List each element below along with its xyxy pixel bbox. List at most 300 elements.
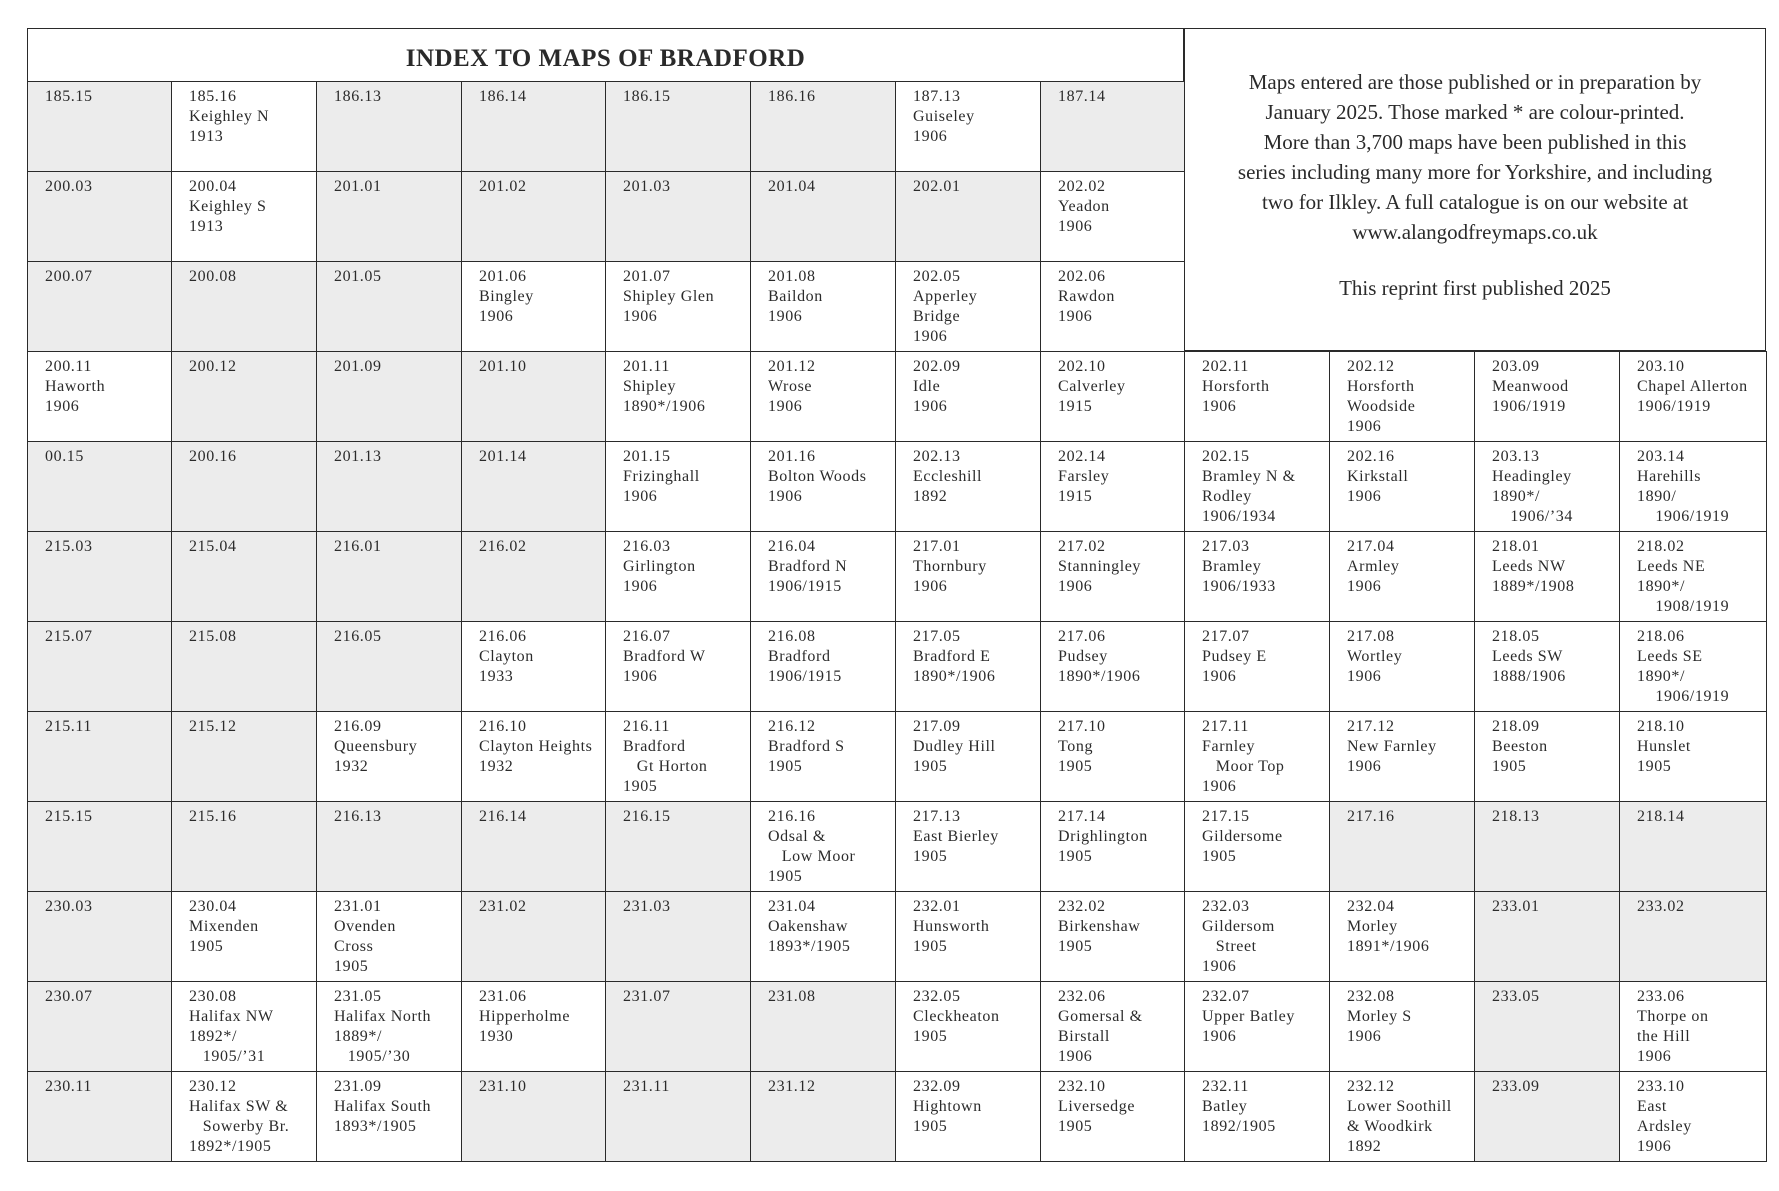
sheet-number: 201.05 xyxy=(334,268,382,285)
sheet-detail: Bingley xyxy=(479,288,534,305)
sheet-detail: Cross xyxy=(334,938,374,955)
map-sheet-cell xyxy=(27,171,172,262)
map-sheet-cell xyxy=(1619,1071,1767,1162)
sheet-detail: Keighley S xyxy=(189,198,267,215)
sheet-number: 200.16 xyxy=(189,448,237,465)
sheet-detail: Ardsley xyxy=(1637,1118,1692,1135)
sheet-number: 232.07 xyxy=(1202,988,1250,1005)
sheet-number: 215.04 xyxy=(189,538,237,555)
map-sheet-cell xyxy=(1474,711,1620,802)
sheet-detail: 1913 xyxy=(189,218,224,235)
sheet-detail: Hunslet xyxy=(1637,738,1691,755)
sheet-number: 201.09 xyxy=(334,358,382,375)
sheet-detail: 1906 xyxy=(1202,398,1237,415)
sheet-detail: Drighlington xyxy=(1058,828,1148,845)
page-title: INDEX TO MAPS OF BRADFORD xyxy=(405,45,806,72)
title-box xyxy=(27,28,1184,81)
sheet-detail: Bradford E xyxy=(913,648,991,665)
map-sheet-cell xyxy=(1040,171,1185,262)
sheet-detail: 1890*/ xyxy=(1637,668,1686,685)
sheet-detail: 1906 xyxy=(623,578,658,595)
sheet-detail: Farnley xyxy=(1202,738,1256,755)
sheet-number: 202.14 xyxy=(1058,448,1106,465)
sheet-number: 201.15 xyxy=(623,448,671,465)
sheet-detail: 1905 xyxy=(1058,848,1093,865)
map-sheet-cell xyxy=(461,351,606,442)
sheet-number: 233.05 xyxy=(1492,988,1540,1005)
sheet-detail: Wrose xyxy=(768,378,813,395)
sheet-number: 200.08 xyxy=(189,268,237,285)
sheet-detail: Upper Batley xyxy=(1202,1008,1295,1025)
sheet-detail: 1890*/ xyxy=(1492,488,1541,505)
sheet-number: 216.10 xyxy=(479,718,527,735)
info-line: two for Ilkley. A full catalogue is on our website at xyxy=(1261,190,1689,214)
sheet-detail: Calverley xyxy=(1058,378,1126,395)
map-sheet-cell xyxy=(1040,891,1185,982)
map-sheet-cell xyxy=(895,261,1041,352)
sheet-number: 186.13 xyxy=(334,88,382,105)
sheet-detail: Leeds NW xyxy=(1492,558,1566,575)
sheet-number: 202.16 xyxy=(1347,448,1395,465)
sheet-detail: Bridge xyxy=(913,308,961,325)
sheet-detail: 1906 xyxy=(1347,1028,1382,1045)
map-sheet-cell xyxy=(1040,711,1185,802)
sheet-number: 218.14 xyxy=(1637,808,1685,825)
sheet-number: 217.10 xyxy=(1058,718,1106,735)
map-sheet-cell xyxy=(316,81,462,172)
sheet-detail: 1906 xyxy=(768,488,803,505)
sheet-number: 203.10 xyxy=(1637,358,1685,375)
sheet-detail: 1906 xyxy=(1202,1028,1237,1045)
sheet-detail: Queensbury xyxy=(334,738,418,755)
sheet-detail: 1906 xyxy=(1347,668,1382,685)
info-box xyxy=(1184,28,1766,351)
sheet-detail: Hightown xyxy=(913,1098,982,1115)
sheet-detail: 1906 xyxy=(913,578,948,595)
map-sheet-cell xyxy=(1474,351,1620,442)
sheet-detail: 1905 xyxy=(913,758,948,775)
sheet-number: 231.09 xyxy=(334,1078,382,1095)
sheet-number: 232.06 xyxy=(1058,988,1106,1005)
map-sheet-cell xyxy=(1474,441,1620,532)
sheet-detail: 1906 xyxy=(913,398,948,415)
sheet-detail: Girlington xyxy=(623,558,696,575)
sheet-detail: Birstall xyxy=(1058,1028,1110,1045)
map-sheet-cell xyxy=(1474,801,1620,892)
sheet-number: 202.05 xyxy=(913,268,961,285)
sheet-detail: Odsal & xyxy=(768,828,826,845)
map-sheet-cell xyxy=(1040,441,1185,532)
sheet-number: 231.11 xyxy=(623,1078,671,1095)
sheet-detail: 1906 xyxy=(623,488,658,505)
sheet-number: 218.05 xyxy=(1492,628,1540,645)
map-sheet-cell xyxy=(27,441,172,532)
sheet-detail: 1889*/1908 xyxy=(1492,578,1575,595)
sheet-number: 230.12 xyxy=(189,1078,237,1095)
map-sheet-cell xyxy=(750,711,896,802)
sheet-detail: 1892*/1905 xyxy=(189,1138,272,1155)
sheet-number: 233.10 xyxy=(1637,1078,1685,1095)
sheet-detail: 1905 xyxy=(1202,848,1237,865)
sheet-detail: Sowerby Br. xyxy=(189,1118,290,1135)
map-sheet-cell xyxy=(1619,981,1767,1072)
sheet-number: 233.09 xyxy=(1492,1078,1540,1095)
sheet-detail: 1906/1915 xyxy=(768,668,842,685)
sheet-number: 201.04 xyxy=(768,178,816,195)
map-sheet-cell xyxy=(171,351,317,442)
map-sheet-cell xyxy=(316,171,462,262)
sheet-number: 217.16 xyxy=(1347,808,1395,825)
map-sheet-cell xyxy=(1619,531,1767,622)
sheet-detail: 1915 xyxy=(1058,488,1093,505)
sheet-detail: 1889*/ xyxy=(334,1028,383,1045)
sheet-detail: Halifax North xyxy=(334,1008,432,1025)
map-sheet-cell xyxy=(1474,891,1620,982)
sheet-number: 232.02 xyxy=(1058,898,1106,915)
sheet-detail: Clayton xyxy=(479,648,534,665)
sheet-detail: Baildon xyxy=(768,288,823,305)
map-sheet-cell xyxy=(171,1071,317,1162)
map-sheet-cell xyxy=(27,711,172,802)
map-sheet-cell xyxy=(1619,441,1767,532)
map-sheet-cell xyxy=(316,441,462,532)
map-sheet-cell xyxy=(895,981,1041,1072)
sheet-number: 215.15 xyxy=(45,808,93,825)
sheet-number: 217.08 xyxy=(1347,628,1395,645)
map-sheet-cell xyxy=(895,441,1041,532)
sheet-detail: Armley xyxy=(1347,558,1400,575)
sheet-detail: 1905 xyxy=(768,758,803,775)
map-sheet-cell xyxy=(171,711,317,802)
map-sheet-cell xyxy=(171,981,317,1072)
sheet-detail: Hipperholme xyxy=(479,1008,571,1025)
sheet-number: 200.04 xyxy=(189,178,237,195)
sheet-number: 216.09 xyxy=(334,718,382,735)
sheet-detail: Street xyxy=(1202,938,1257,955)
map-sheet-cell xyxy=(316,261,462,352)
sheet-detail: 1905 xyxy=(913,848,948,865)
map-sheet-cell xyxy=(1184,801,1330,892)
sheet-detail: Liversedge xyxy=(1058,1098,1136,1115)
sheet-detail: Bradford S xyxy=(768,738,845,755)
map-sheet-cell xyxy=(316,621,462,712)
sheet-detail: Horsforth xyxy=(1347,378,1415,395)
map-sheet-cell xyxy=(1184,981,1330,1072)
sheet-number: 201.06 xyxy=(479,268,527,285)
sheet-detail: 1905 xyxy=(913,1118,948,1135)
sheet-number: 217.04 xyxy=(1347,538,1395,555)
sheet-number: 232.09 xyxy=(913,1078,961,1095)
sheet-detail: 1906 xyxy=(1347,488,1382,505)
sheet-number: 202.10 xyxy=(1058,358,1106,375)
sheet-number: 217.02 xyxy=(1058,538,1106,555)
sheet-detail: 1906/1919 xyxy=(1492,398,1566,415)
map-sheet-cell xyxy=(1619,801,1767,892)
sheet-number: 202.11 xyxy=(1202,358,1250,375)
sheet-detail: 1905 xyxy=(623,778,658,795)
map-sheet-cell xyxy=(605,801,751,892)
sheet-detail: Harehills xyxy=(1637,468,1702,485)
sheet-detail: 1905 xyxy=(913,938,948,955)
sheet-number: 00.15 xyxy=(45,448,84,465)
sheet-detail: Gildersom xyxy=(1202,918,1275,935)
sheet-detail: 1905 xyxy=(1637,758,1672,775)
map-sheet-cell xyxy=(27,531,172,622)
sheet-detail: 1906 xyxy=(623,308,658,325)
info-line: series including many more for Yorkshire, and including xyxy=(1237,160,1713,184)
sheet-detail: Leeds SW xyxy=(1492,648,1564,665)
sheet-number: 216.11 xyxy=(623,718,671,735)
sheet-detail: 1905 xyxy=(1058,1118,1093,1135)
map-sheet-cell xyxy=(1474,531,1620,622)
map-sheet-cell xyxy=(750,261,896,352)
map-sheet-cell xyxy=(316,711,462,802)
sheet-number: 215.08 xyxy=(189,628,237,645)
map-sheet-cell xyxy=(171,81,317,172)
sheet-number: 201.10 xyxy=(479,358,527,375)
map-sheet-cell xyxy=(1329,801,1475,892)
sheet-detail: 1892 xyxy=(1347,1138,1382,1155)
sheet-number: 232.08 xyxy=(1347,988,1395,1005)
map-sheet-cell xyxy=(895,621,1041,712)
sheet-number: 215.03 xyxy=(45,538,93,555)
sheet-detail: 1906 xyxy=(1637,1048,1672,1065)
sheet-number: 217.11 xyxy=(1202,718,1250,735)
map-sheet-cell xyxy=(171,891,317,982)
map-sheet-cell xyxy=(171,531,317,622)
sheet-number: 233.02 xyxy=(1637,898,1685,915)
sheet-number: 233.01 xyxy=(1492,898,1540,915)
sheet-number: 216.01 xyxy=(334,538,382,555)
sheet-detail: 1906 xyxy=(1347,578,1382,595)
map-sheet-cell xyxy=(895,351,1041,442)
map-sheet-cell xyxy=(750,891,896,982)
map-sheet-cell xyxy=(895,1071,1041,1162)
map-sheet-cell xyxy=(27,261,172,352)
sheet-detail: Lower Soothill xyxy=(1347,1098,1452,1115)
sheet-detail: 1908/1919 xyxy=(1637,598,1730,615)
map-sheet-cell xyxy=(27,801,172,892)
map-sheet-cell xyxy=(316,981,462,1072)
sheet-detail: Keighley N xyxy=(189,108,270,125)
map-sheet-cell xyxy=(27,81,172,172)
sheet-number: 201.11 xyxy=(623,358,671,375)
sheet-number: 200.03 xyxy=(45,178,93,195)
sheet-number: 230.07 xyxy=(45,988,93,1005)
sheet-number: 201.02 xyxy=(479,178,527,195)
sheet-number: 201.12 xyxy=(768,358,816,375)
sheet-detail: 1905 xyxy=(1492,758,1527,775)
sheet-detail: 1906 xyxy=(768,308,803,325)
sheet-number: 230.04 xyxy=(189,898,237,915)
sheet-detail: Bramley N & xyxy=(1202,468,1296,485)
map-sheet-cell xyxy=(605,171,751,262)
sheet-number: 231.02 xyxy=(479,898,527,915)
sheet-number: 203.14 xyxy=(1637,448,1685,465)
map-sheet-cell xyxy=(1329,891,1475,982)
sheet-number: 200.07 xyxy=(45,268,93,285)
sheet-number: 187.13 xyxy=(913,88,961,105)
sheet-detail: Bradford W xyxy=(623,648,706,665)
map-sheet-cell xyxy=(750,351,896,442)
sheet-detail: Ovenden xyxy=(334,918,396,935)
map-sheet-cell xyxy=(316,351,462,442)
sheet-number: 200.11 xyxy=(45,358,93,375)
sheet-detail: Mixenden xyxy=(189,918,259,935)
map-sheet-cell xyxy=(1619,351,1767,442)
map-sheet-cell xyxy=(1329,1071,1475,1162)
map-sheet-cell xyxy=(1329,441,1475,532)
sheet-detail: Chapel Allerton xyxy=(1637,378,1748,395)
sheet-number: 231.04 xyxy=(768,898,816,915)
sheet-detail: 1905 xyxy=(913,1028,948,1045)
sheet-detail: 1906 xyxy=(1058,1048,1093,1065)
map-sheet-cell xyxy=(316,891,462,982)
map-sheet-cell xyxy=(605,531,751,622)
map-sheet-cell xyxy=(27,981,172,1072)
map-sheet-cell xyxy=(750,531,896,622)
sheet-detail: 1906 xyxy=(1347,418,1382,435)
sheet-number: 230.08 xyxy=(189,988,237,1005)
sheet-detail: Halifax South xyxy=(334,1098,432,1115)
map-sheet-cell xyxy=(1040,531,1185,622)
sheet-number: 202.09 xyxy=(913,358,961,375)
sheet-detail: Shipley Glen xyxy=(623,288,715,305)
sheet-detail: Pudsey xyxy=(1058,648,1108,665)
sheet-detail: 1906 xyxy=(1058,578,1093,595)
map-sheet-cell xyxy=(1474,981,1620,1072)
sheet-detail: Gt Horton xyxy=(623,758,708,775)
sheet-number: 216.15 xyxy=(623,808,671,825)
sheet-number: 216.03 xyxy=(623,538,671,555)
sheet-detail: Cleckheaton xyxy=(913,1008,1000,1025)
sheet-number: 201.03 xyxy=(623,178,671,195)
map-sheet-cell xyxy=(1040,351,1185,442)
info-line: Maps entered are those published or in preparation by xyxy=(1248,70,1702,94)
map-sheet-cell xyxy=(1184,531,1330,622)
sheet-detail: Rodley xyxy=(1202,488,1252,505)
map-sheet-cell xyxy=(605,621,751,712)
sheet-detail: 1906 xyxy=(1058,308,1093,325)
sheet-detail: 1906 xyxy=(1202,668,1237,685)
sheet-number: 201.16 xyxy=(768,448,816,465)
sheet-number: 186.15 xyxy=(623,88,671,105)
sheet-number: 185.15 xyxy=(45,88,93,105)
sheet-number: 217.05 xyxy=(913,628,961,645)
map-sheet-cell xyxy=(1329,351,1475,442)
sheet-detail: 1906/1934 xyxy=(1202,508,1276,525)
sheet-number: 186.14 xyxy=(479,88,527,105)
sheet-detail: Oakenshaw xyxy=(768,918,849,935)
map-sheet-cell xyxy=(27,351,172,442)
sheet-detail: 1905 xyxy=(768,868,803,885)
sheet-detail: Bradford xyxy=(623,738,686,755)
map-sheet-cell xyxy=(605,81,751,172)
sheet-detail: 1932 xyxy=(479,758,514,775)
sheet-number: 202.02 xyxy=(1058,178,1106,195)
map-sheet-cell xyxy=(1619,621,1767,712)
sheet-number: 217.12 xyxy=(1347,718,1395,735)
sheet-number: 216.07 xyxy=(623,628,671,645)
sheet-detail: 1890/ xyxy=(1637,488,1677,505)
sheet-number: 201.14 xyxy=(479,448,527,465)
map-sheet-cell xyxy=(1040,801,1185,892)
sheet-number: 232.12 xyxy=(1347,1078,1395,1095)
sheet-number: 231.12 xyxy=(768,1078,816,1095)
sheet-detail: 1906 xyxy=(1637,1138,1672,1155)
map-sheet-cell xyxy=(461,1071,606,1162)
sheet-detail: 1906/1915 xyxy=(768,578,842,595)
sheet-detail: 1933 xyxy=(479,668,514,685)
sheet-number: 218.06 xyxy=(1637,628,1685,645)
sheet-number: 232.01 xyxy=(913,898,961,915)
sheet-detail: Morley S xyxy=(1347,1008,1412,1025)
sheet-number: 217.09 xyxy=(913,718,961,735)
sheet-detail: Apperley xyxy=(913,288,978,305)
map-sheet-cell xyxy=(27,891,172,982)
map-sheet-cell xyxy=(461,801,606,892)
sheet-number: 217.15 xyxy=(1202,808,1250,825)
sheet-number: 231.01 xyxy=(334,898,382,915)
sheet-detail: Clayton Heights xyxy=(479,738,593,755)
map-sheet-cell xyxy=(1329,981,1475,1072)
map-sheet-cell xyxy=(27,621,172,712)
sheet-detail: 1890*/1906 xyxy=(623,398,706,415)
sheet-number: 202.06 xyxy=(1058,268,1106,285)
reprint-note: This reprint first published 2025 xyxy=(1339,276,1611,300)
map-sheet-cell xyxy=(1474,621,1620,712)
sheet-detail: Rawdon xyxy=(1058,288,1115,305)
sheet-number: 231.05 xyxy=(334,988,382,1005)
info-line: January 2025. Those marked * are colour-printed. xyxy=(1265,100,1685,124)
sheet-detail: 1906 xyxy=(1202,958,1237,975)
map-sheet-cell xyxy=(895,891,1041,982)
sheet-number: 215.16 xyxy=(189,808,237,825)
sheet-detail: 1906 xyxy=(1058,218,1093,235)
sheet-detail: Leeds NE xyxy=(1637,558,1706,575)
sheet-detail: Wortley xyxy=(1347,648,1403,665)
sheet-number: 215.07 xyxy=(45,628,93,645)
sheet-detail: Guiseley xyxy=(913,108,975,125)
map-sheet-cell xyxy=(1184,351,1330,442)
sheet-number: 230.11 xyxy=(45,1078,93,1095)
sheet-detail: Horsforth xyxy=(1202,378,1270,395)
sheet-number: 203.09 xyxy=(1492,358,1540,375)
sheet-detail: Headingley xyxy=(1492,468,1572,485)
map-sheet-cell xyxy=(750,441,896,532)
sheet-number: 232.10 xyxy=(1058,1078,1106,1095)
sheet-detail: 1905 xyxy=(334,958,369,975)
sheet-detail: 1890*/1906 xyxy=(913,668,996,685)
sheet-number: 201.08 xyxy=(768,268,816,285)
map-sheet-cell xyxy=(171,261,317,352)
map-sheet-cell xyxy=(750,171,896,262)
map-sheet-cell xyxy=(1040,1071,1185,1162)
map-sheet-cell xyxy=(1184,1071,1330,1162)
sheet-detail: Beeston xyxy=(1492,738,1548,755)
sheet-detail: Bolton Woods xyxy=(768,468,867,485)
sheet-number: 217.13 xyxy=(913,808,961,825)
map-sheet-cell xyxy=(605,441,751,532)
map-sheet-cell xyxy=(1619,711,1767,802)
sheet-detail: Bramley xyxy=(1202,558,1262,575)
sheet-detail: 1890*/1906 xyxy=(1058,668,1141,685)
map-sheet-cell xyxy=(1184,711,1330,802)
map-sheet-cell xyxy=(895,711,1041,802)
sheet-number: 216.06 xyxy=(479,628,527,645)
sheet-detail: 1893*/1905 xyxy=(768,938,851,955)
sheet-detail: Meanwood xyxy=(1492,378,1569,395)
